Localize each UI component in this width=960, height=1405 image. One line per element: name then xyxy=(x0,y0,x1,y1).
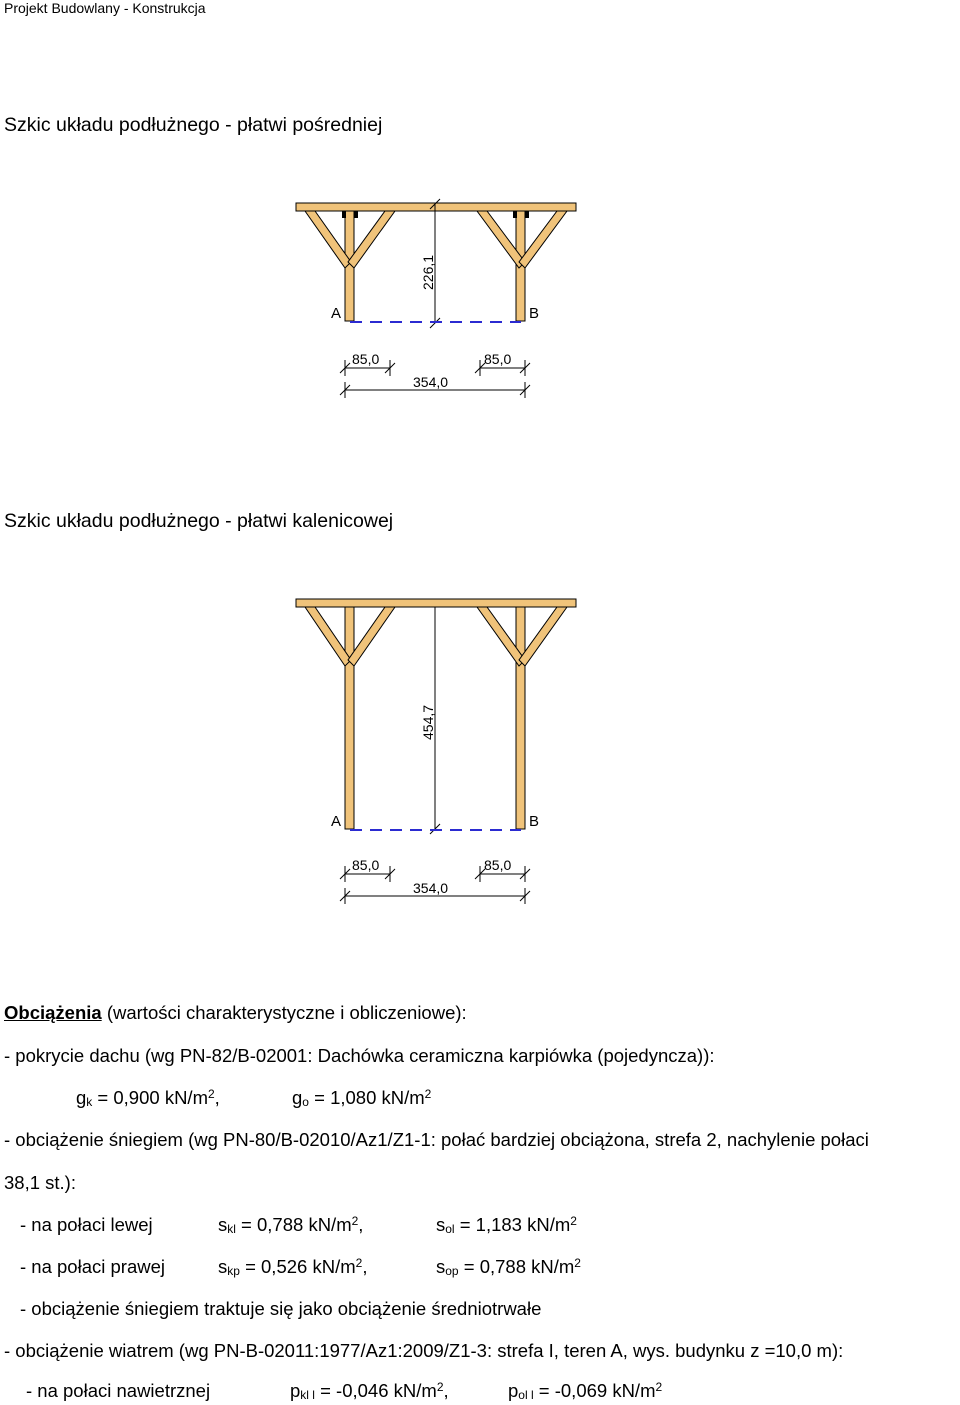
snow-line-1: - obciążenie śniegiem (wg PN-80/B-02010/Az1/Z1-1: połać bardziej obciążona, strefa 2, nachylenie połaci xyxy=(4,1129,869,1150)
right-brace-2 xyxy=(519,211,567,268)
right-span-label: 85,0 xyxy=(484,857,512,873)
roof-covering-line: - pokrycie dachu (wg PN-82/B-02001: Dachówka ceramiczna karpiówka (pojedyncza)): xyxy=(4,1045,715,1066)
loads-heading: Obciążenia xyxy=(4,1002,102,1023)
gk-value: $g_k = 0,900$ $kN/m^2$, xyxy=(76,1087,220,1109)
left-brace-1 xyxy=(305,607,351,666)
left-span-label: 85,0 xyxy=(352,351,380,367)
height-dimension-label: 226,1 xyxy=(420,254,436,290)
right-post xyxy=(516,607,525,829)
skp-value: $s_{kp} = 0,526$ $kN/m^2$, xyxy=(218,1256,368,1278)
right-span-label: 85,0 xyxy=(484,351,512,367)
sketch2-title: Szkic układu podłużnego - płatwi kalenicowej xyxy=(4,510,394,532)
sketch1-diagram xyxy=(0,190,960,410)
pol-value: $p_{ol l} = -0,069$ $kN/m^2$ xyxy=(508,1380,663,1402)
left-post xyxy=(345,607,354,829)
total-span-label: 354,0 xyxy=(413,374,449,390)
go-value: $g_o = 1,080$ $kN/m^2$ xyxy=(292,1087,432,1109)
sketch1-title: Szkic układu podłużnego - płatwi pośredniej xyxy=(4,114,383,136)
support-a-label: A xyxy=(331,813,342,830)
left-brace-2 xyxy=(348,211,395,268)
snow-line-2: 38,1 st.): xyxy=(4,1172,76,1193)
support-b-label: B xyxy=(529,813,540,830)
left-brace-1 xyxy=(305,211,351,268)
total-span-label: 354,0 xyxy=(413,880,449,896)
pkl-value: $p_{kl l} = -0,046$ $kN/m^2$, xyxy=(290,1380,449,1402)
sketch2-diagram xyxy=(0,590,960,910)
loads-heading-line xyxy=(4,1002,467,1024)
sop-value: $s_{op} = 0,788$ $kN/m^2$ xyxy=(436,1256,581,1278)
sol-value: $s_{ol} = 1,183$ $kN/m^2$ xyxy=(436,1214,577,1236)
support-a-label: A xyxy=(331,305,342,322)
left-slope-label: - na połaci lewej xyxy=(20,1214,153,1235)
right-slope-label: - na połaci prawej xyxy=(20,1256,165,1277)
right-brace-2 xyxy=(519,607,567,666)
ridge-beam xyxy=(296,599,576,607)
height-dimension-label: 454,7 xyxy=(420,704,436,740)
snow-note: - obciążenie śniegiem traktuje się jako obciążenie średniotrwałe xyxy=(20,1298,542,1319)
page-header: Projekt Budowlany - Konstrukcja xyxy=(4,0,206,16)
left-span-label: 85,0 xyxy=(352,857,380,873)
windward-label: - na połaci nawietrznej xyxy=(26,1380,211,1401)
support-b-label: B xyxy=(529,305,540,322)
skl-value: $s_{kl} = 0,788$ $kN/m^2$, xyxy=(218,1214,364,1236)
wind-line: - obciążenie wiatrem (wg PN-B-02011:1977/Az1:2009/Z1-3: strefa I, teren A, wys. budynku z =10,0 m): xyxy=(4,1340,844,1361)
purlin-beam xyxy=(296,203,576,211)
loads-heading-rest: (wartości charakterystyczne i obliczeniowe): xyxy=(101,1002,467,1023)
left-brace-2 xyxy=(348,607,395,666)
